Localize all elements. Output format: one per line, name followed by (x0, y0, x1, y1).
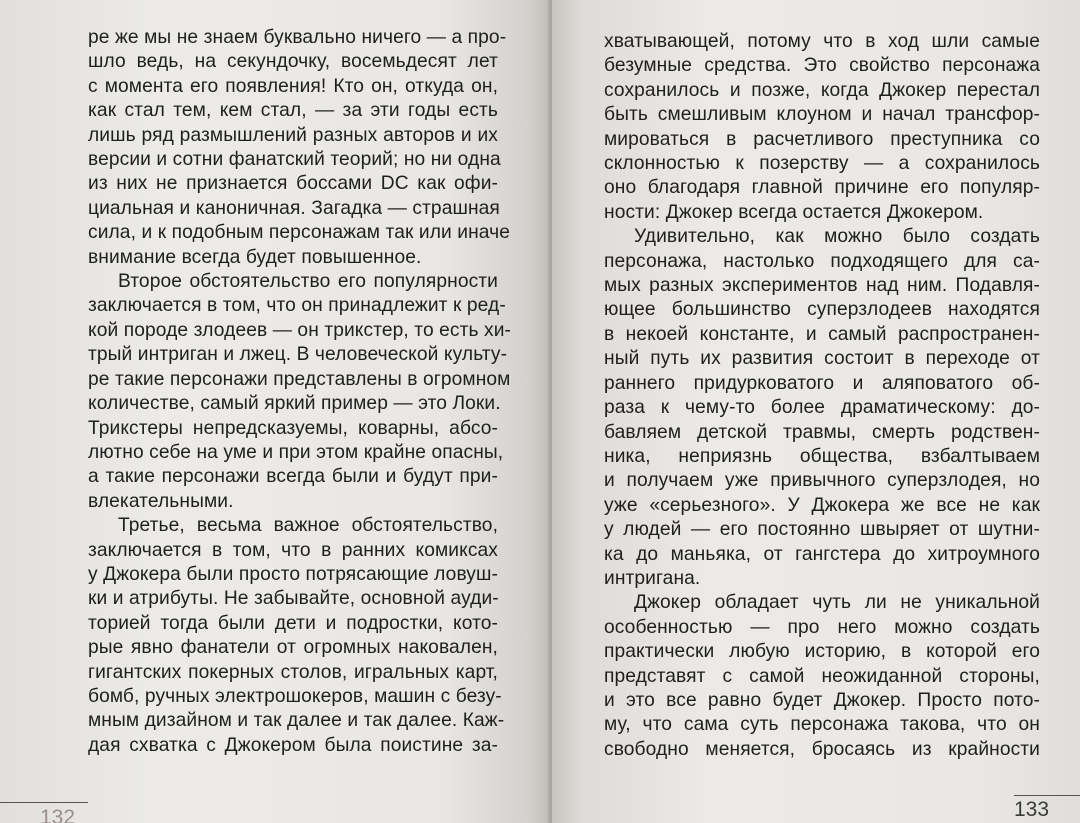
right-page-text (604, 30, 1040, 762)
text-line: и получаем уже привычного суперзлодея, но (604, 470, 1040, 492)
text-line: особенностью — про него можно создать (604, 616, 1040, 638)
text-line: у людей — его постоянно швыряет от шутни- (604, 519, 1040, 541)
text-line: заключается в том, что он принадлежит к ред- (88, 295, 506, 317)
text-line: лютно себе на уме и при этом крайне опасны, (88, 441, 504, 463)
text-line: быть смешливым клоуном и начал трансфор- (604, 104, 1040, 126)
text-line: мых разных экспериментов над ним. Подавля- (604, 275, 1040, 297)
text-line: влекательными. (88, 490, 234, 512)
text-line: мироваться в расчетливого преступника со (604, 128, 1040, 150)
text-line: Джокер обладает чуть ли не уникальной (634, 592, 1040, 614)
text-line: сохранилось и позже, когда Джокер перестал (604, 79, 1040, 101)
text-line: мным дизайном и так далее и так далее. Каж- (88, 710, 505, 732)
text-line: и это все равно будет Джокер. Просто пото- (604, 689, 1040, 711)
text-line: ре такие персонажи представлены в огромном (88, 368, 511, 390)
text-line: ника, неприязнь общества, взбалтываем (604, 445, 1040, 467)
text-line: бомб, ручных электрошокеров, машин с безу- (88, 685, 502, 707)
text-line: ки и атрибуты. Не забывайте, основной ауди- (88, 588, 499, 610)
text-line: раза к чему-то более драматическому: до- (604, 397, 1040, 419)
text-line: кой породе злодеев — он трикстер, то есть хи- (88, 319, 512, 341)
text-line: безумные средства. Это свойство персонажа (604, 55, 1040, 77)
text-line: ный путь их развития состоит в переходе от (604, 348, 1040, 370)
text-line: Второе обстоятельство его популярности (118, 271, 498, 293)
text-line: ности: Джокер всегда остается Джокером. (604, 201, 984, 223)
text-line: свободно меняется, бросаясь из крайности (604, 738, 1040, 760)
text-line: рые явно фанатели от огромных наковален, (88, 637, 498, 659)
text-line: уже «серьезного». У Джокера же все не как (604, 494, 1040, 516)
right-page (552, 0, 1080, 823)
right-footer-rule (1014, 795, 1080, 796)
text-line: с момента его появления! Кто он, откуда он, (88, 75, 498, 97)
text-line: раннего придурковатого и аляповатого об- (604, 372, 1040, 394)
text-line: внимание всегда будет повышенное. (88, 246, 422, 268)
text-line: гигантских покерных столов, игральных карт, (88, 661, 498, 683)
text-line: сила, и к подобным персонажам так или иначе (88, 222, 510, 244)
text-line: Удивительно, как можно было создать (634, 226, 1040, 248)
text-line: в некоей константе, и самый распространен- (604, 323, 1040, 345)
text-line: у Джокера были просто потрясающие ловуш- (88, 563, 498, 585)
text-line: из них не признается боссами DC как офи- (88, 173, 498, 195)
text-line: дая схватка с Джокером была поистине за- (88, 734, 498, 756)
text-line: версии и сотни фанатский теорий; но ни одна (88, 149, 501, 171)
text-line: а такие персонажи всегда были и будут при- (88, 466, 498, 488)
text-line: склонностью к позерству — а сохранилось (604, 153, 1040, 175)
text-line: ре же мы не знаем буквально ничего — а про- (88, 27, 507, 48)
right-page-number: 133 (1014, 798, 1050, 821)
text-line: хватывающей, потому что в ход шли самые (604, 31, 1040, 52)
text-line: как стал тем, кем стал, — за эти годы есть (88, 100, 498, 122)
text-line: представят с самой неожиданной стороны, (604, 665, 1040, 687)
text-line: практически любую историю, в которой его (604, 641, 1040, 663)
text-line: оно благодаря главной причине его популяр- (604, 177, 1040, 199)
left-page-number: 132 (40, 806, 76, 823)
text-line: персонажа, настолько подходящего для са- (604, 250, 1040, 272)
text-line: бавляем детской травмы, смерть родствен- (604, 421, 1040, 443)
text-line: интригана. (604, 567, 701, 589)
text-line: му, что сама суть персонажа такова, что он (604, 714, 1040, 736)
text-line: ющее большинство суперзлодеев находятся (604, 299, 1040, 321)
text-line: Третье, весьма важное обстоятельство, (118, 515, 498, 537)
text-line: лишь ряд размышлений разных авторов и их (88, 124, 498, 146)
text-line: Трикстеры непредсказуемы, коварны, абсо- (88, 417, 498, 439)
text-line: торией тогда были дети и подростки, кото- (88, 612, 498, 634)
text-line: ка до маньяка, от гангстера до хитроумного (604, 543, 1040, 565)
text-line: заключается в том, что в ранних комиксах (88, 539, 498, 561)
text-line: количестве, самый яркий пример — это Локи. (88, 393, 501, 415)
left-footer-rule (0, 802, 88, 803)
left-page-text (88, 26, 512, 758)
text-line: трый интриган и лжец. В человеческой культу- (88, 344, 508, 366)
text-line: циальная и каноничная. Загадка — страшная (88, 197, 500, 219)
text-line: шло ведь, на секундочку, восемьдесят лет (88, 51, 498, 73)
